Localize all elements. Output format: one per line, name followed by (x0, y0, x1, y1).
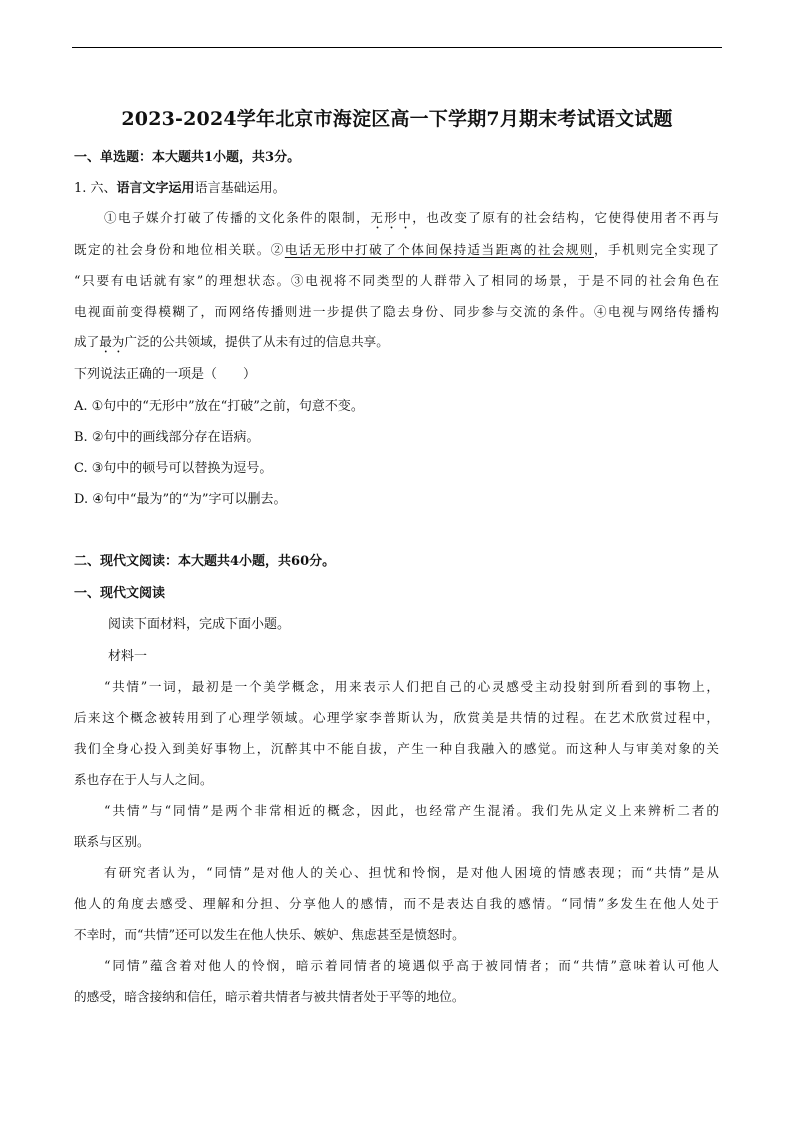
passage-line-3: “只要有电话就有家”的理想状态。③电视将不同类型的人群带入了相同的场景，于是不同的社会角色在 (74, 273, 719, 288)
paragraph-line: 他人的角度去感受、理解和分担、分享他人的感情，而不是表达自我的感情。“同情”多发生在他人处于 (74, 896, 719, 911)
passage-text: ，也改变了原有的社会结构，它使得使用者不再与 (412, 210, 720, 225)
paragraph-line: “共情”与“同情”是两个非常相近的概念，因此，也经常产生混淆。我们先从定义上来辨析二者的 (104, 803, 719, 818)
passage-text: ，手机则完全实现了 (594, 242, 720, 257)
dotted-phrase: 最为 (99, 334, 125, 349)
paragraph-line: “共情”一词，最初是一个美学概念，用来表示人们把自己的心灵感受主动投射到所看到的事物上， (104, 679, 719, 694)
section2-heading: 二、现代文阅读：本大题共4小题，共60分。 (74, 554, 336, 569)
paragraph-line: 有研究者认为，“同情”是对他人的关心、担忧和怜悯，是对他人困境的情感表现；而“共情”是从 (104, 865, 719, 880)
material-label: 材料一 (108, 649, 148, 664)
option-b[interactable]: B. ②句中的画线部分存在语病。 (74, 430, 260, 445)
question-number: 1. 六、 (74, 181, 117, 196)
paragraph-line: 我们全身心投入到美好事物上，沉醉其中不能自拔，产生一种自我融入的感觉。而这种人与审美对象的关 (74, 741, 719, 756)
paragraph-line: 后来这个概念被转用到了心理学领域。心理学家李普斯认为，欣赏美是共情的过程。在艺术欣赏过程中， (74, 710, 719, 725)
option-a[interactable]: A. ①句中的“无形中”放在“打破”之前，句意不变。 (74, 399, 364, 414)
dotted-phrase: 无形中 (370, 210, 413, 225)
passage-line-1 (104, 207, 719, 232)
section1-heading: 一、单选题：本大题共1小题，共3分。 (74, 150, 301, 165)
header-rule (72, 47, 722, 48)
question-1-header (74, 177, 286, 196)
passage-text: 成了 (74, 334, 100, 349)
option-d[interactable]: D. ④句中“最为”的“为”字可以删去。 (74, 492, 287, 507)
question-prompt: 下列说法正确的一项是（ ） (74, 367, 257, 382)
paragraph-line: 系也存在于人与人之间。 (74, 772, 213, 787)
underlined-phrase: 电话无形中打破了个体间保持适当距离的社会规则 (284, 242, 594, 257)
paragraph-line: “同情”蕴含着对他人的怜悯，暗示着同情者的境遇似乎高于被同情者；而“共情”意味着认可他人 (104, 958, 719, 973)
paragraph-line: 联系与区别。 (74, 834, 150, 849)
exam-title: 2023-2024学年北京市海淀区高一下学期7月期末考试语文试题 (121, 108, 673, 130)
option-c[interactable]: C. ③句中的顿号可以替换为逗号。 (74, 461, 273, 476)
passage-line-5 (74, 331, 719, 356)
paragraph-line: 的感受，暗含接纳和信任，暗示着共情者与被共情者处于平等的地位。 (74, 989, 465, 1004)
question-tag: 语言文字运用 (116, 181, 195, 196)
passage-text: 广泛的公共领域，提供了从未有过的信息共享。 (124, 334, 389, 349)
section2-subheading: 一、现代文阅读 (74, 586, 166, 601)
passage-text: ①电子媒介打破了传播的文化条件的限制， (104, 210, 371, 225)
passage-line-2 (74, 239, 719, 258)
passage-text: 既定的社会身份和地位相关联。② (74, 242, 285, 257)
passage-line-4: 电视面前变得模糊了，而网络传播则进一步提供了隐去身份、同步参与交流的条件。④电视与网络传播构 (74, 304, 719, 319)
reading-instruction: 阅读下面材料，完成下面小题。 (108, 617, 291, 632)
paragraph-line: 不幸时，而“共情”还可以发生在他人快乐、嫉妒、焦虑甚至是愤怒时。 (74, 927, 465, 942)
question-topic: 语言基础运用。 (194, 181, 286, 196)
